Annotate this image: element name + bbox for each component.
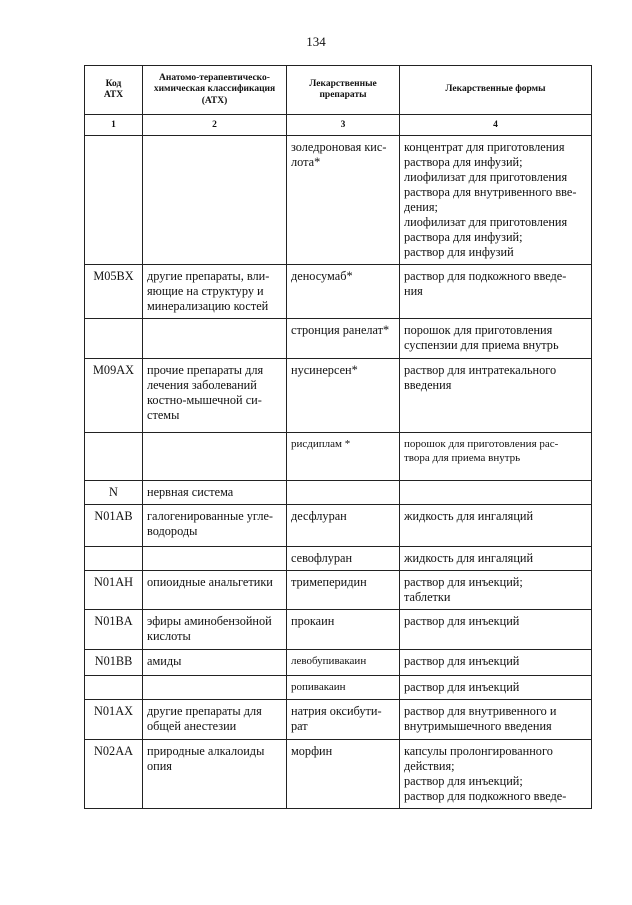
column-number: 1	[85, 115, 143, 136]
atx-drug-table	[84, 65, 592, 809]
atx-code-cell: N01AB	[85, 505, 143, 547]
atx-code-cell: N02AA	[85, 740, 143, 809]
atx-code-cell	[85, 547, 143, 571]
column-number: 2	[143, 115, 287, 136]
dosage-forms-cell: порошок для приготовления суспензии для приема внутрь	[400, 319, 592, 359]
dosage-forms-cell: раствор для инъекций	[400, 610, 592, 650]
drug-name-cell: нусинерсен*	[287, 359, 400, 433]
drug-name-cell: десфлуран	[287, 505, 400, 547]
dosage-forms-cell: жидкость для ингаляций	[400, 505, 592, 547]
table-row	[85, 505, 592, 547]
atx-classification-cell: амиды	[143, 650, 287, 676]
table-row	[85, 136, 592, 265]
atx-classification-cell	[143, 136, 287, 265]
dosage-forms-cell: капсулы пролонгированного действия; раствор для инъекций; раствор для подкожного введе-	[400, 740, 592, 809]
atx-classification-cell	[143, 547, 287, 571]
atx-code-cell	[85, 136, 143, 265]
dosage-forms-cell: раствор для инъекций; таблетки	[400, 571, 592, 610]
dosage-forms-cell: раствор для интратекального введения	[400, 359, 592, 433]
atx-classification-cell: другие препараты для общей анестезии	[143, 700, 287, 740]
atx-classification-cell	[143, 319, 287, 359]
drug-name-cell: тримеперидин	[287, 571, 400, 610]
drug-name-cell: прокаин	[287, 610, 400, 650]
table-row	[85, 265, 592, 319]
drug-name-cell: рисдиплам *	[287, 433, 400, 481]
table-row	[85, 676, 592, 700]
column-number: 3	[287, 115, 400, 136]
drug-name-cell	[287, 481, 400, 505]
table-row	[85, 571, 592, 610]
dosage-forms-cell: раствор для инъекций	[400, 676, 592, 700]
drug-name-cell: ропивакаин	[287, 676, 400, 700]
header-dosage-forms: Лекарственные формы	[400, 66, 592, 115]
dosage-forms-cell: жидкость для ингаляций	[400, 547, 592, 571]
atx-code-cell: N01AH	[85, 571, 143, 610]
drug-name-cell: натрия оксибути- рат	[287, 700, 400, 740]
atx-classification-cell: опиоидные анальгетики	[143, 571, 287, 610]
atx-classification-cell: галогенированные угле- водороды	[143, 505, 287, 547]
header-atx-classification: Анатомо-терапевтическо- химическая классификация (АТХ)	[143, 66, 287, 115]
table-row	[85, 740, 592, 809]
atx-classification-cell: природные алкалоиды опия	[143, 740, 287, 809]
atx-code-cell: N01AX	[85, 700, 143, 740]
atx-classification-cell: другие препараты, вли- яющие на структуру и минерализацию костей	[143, 265, 287, 319]
table-row	[85, 481, 592, 505]
table-row	[85, 650, 592, 676]
table-row	[85, 433, 592, 481]
table-row	[85, 547, 592, 571]
atx-code-cell	[85, 676, 143, 700]
dosage-forms-cell: порошок для приготовления рас- твора для приема внутрь	[400, 433, 592, 481]
dosage-forms-cell	[400, 481, 592, 505]
dosage-forms-cell: концентрат для приготовления раствора для инфузий; лиофилизат для приготовления раствора для внутривенного вве- дения; лиофилизат для приготовления раствора для инфузий; раствор для инфузий	[400, 136, 592, 265]
table-row	[85, 319, 592, 359]
table-row	[85, 610, 592, 650]
table-row	[85, 700, 592, 740]
dosage-forms-cell: раствор для подкожного введе- ния	[400, 265, 592, 319]
header-atx-code: Код АТХ	[85, 66, 143, 115]
table-header-row	[85, 66, 592, 115]
page-number: 134	[306, 34, 326, 49]
atx-code-cell: N	[85, 481, 143, 505]
atx-code-cell	[85, 433, 143, 481]
drug-name-cell: морфин	[287, 740, 400, 809]
atx-code-cell: M05BX	[85, 265, 143, 319]
atx-code-cell	[85, 319, 143, 359]
atx-code-cell: N01BA	[85, 610, 143, 650]
atx-classification-cell: эфиры аминобензойной кислоты	[143, 610, 287, 650]
atx-classification-cell: нервная система	[143, 481, 287, 505]
drug-name-cell: севофлуран	[287, 547, 400, 571]
column-number-row	[85, 115, 592, 136]
dosage-forms-cell: раствор для инъекций	[400, 650, 592, 676]
drug-name-cell: стронция ранелат*	[287, 319, 400, 359]
atx-code-cell: N01BB	[85, 650, 143, 676]
atx-classification-cell	[143, 676, 287, 700]
column-number: 4	[400, 115, 592, 136]
atx-classification-cell	[143, 433, 287, 481]
atx-classification-cell: прочие препараты для лечения заболеваний костно-мышечной си- стемы	[143, 359, 287, 433]
drug-name-cell: левобупивакаин	[287, 650, 400, 676]
drug-name-cell: деносумаб*	[287, 265, 400, 319]
dosage-forms-cell: раствор для внутривенного и внутримышечного введения	[400, 700, 592, 740]
table-row	[85, 359, 592, 433]
atx-code-cell: M09AX	[85, 359, 143, 433]
header-drugs: Лекарственные препараты	[287, 66, 400, 115]
drug-name-cell: золедроновая кис- лота*	[287, 136, 400, 265]
